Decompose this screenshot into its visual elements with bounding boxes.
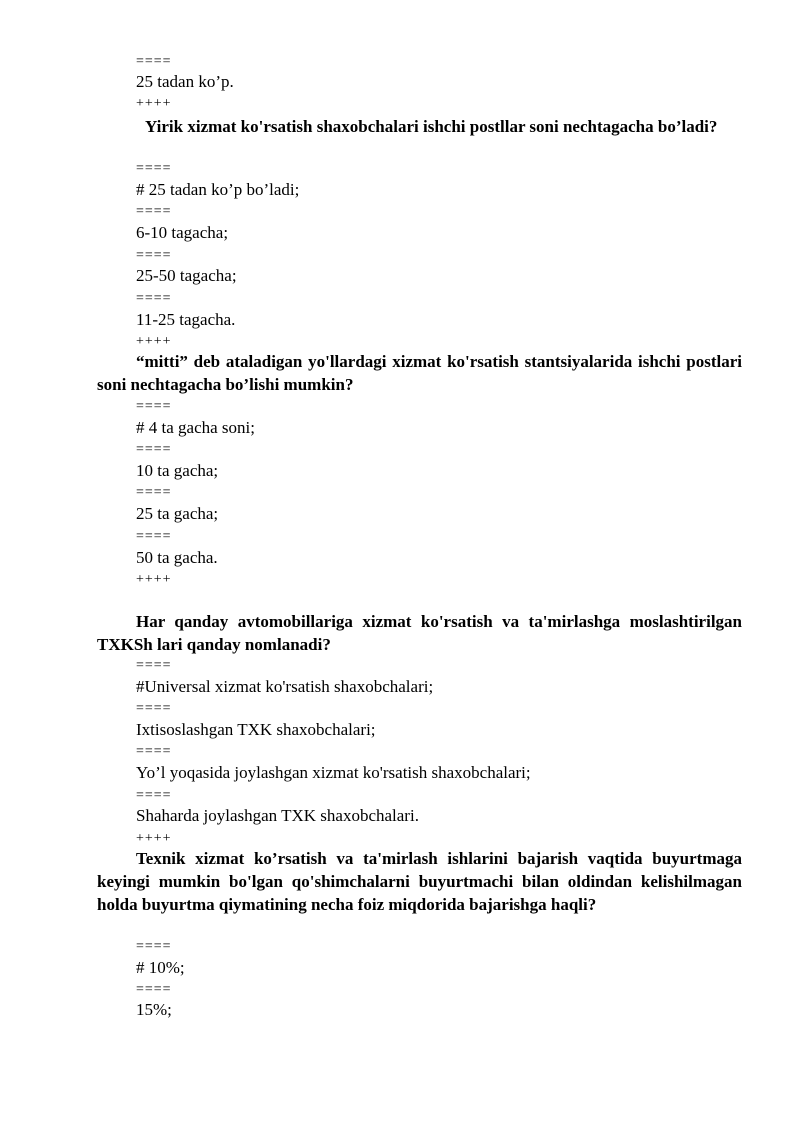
correct-answer-option: # 4 ta gacha soni; [136, 418, 255, 437]
correct-answer-option: # 25 tadan ko’p bo’ladi; [136, 180, 300, 199]
correct-answer-option: # 10%; [136, 958, 185, 977]
answer-separator: ==== [136, 291, 172, 306]
answer-option: 10 ta gacha; [136, 461, 219, 480]
answer-separator: ==== [136, 485, 172, 500]
answer-option: 6-10 tagacha; [136, 223, 229, 242]
answer-option: 25 tadan ko’p. [136, 72, 234, 91]
answer-separator: ==== [136, 399, 172, 414]
question-text: “mitti” deb ataladigan yo'llardagi xizmat ko'rsatish stantsiyalarida ishchi postlari soni nechtagacha bo’lishi mumkin? [97, 352, 742, 394]
answer-option: 25 ta gacha; [136, 504, 219, 523]
answer-option: 15%; [136, 1000, 172, 1019]
answer-separator: ==== [136, 54, 172, 69]
answer-option: Yo’l yoqasida joylashgan xizmat ko'rsatish shaxobchalari; [136, 763, 531, 782]
question-separator: ++++ [136, 831, 172, 846]
answer-separator: ==== [136, 442, 172, 457]
answer-option: 25-50 tagacha; [136, 266, 237, 285]
question-separator: ++++ [136, 96, 172, 111]
question-text: Texnik xizmat ko’rsatish va ta'mirlash ishlarini bajarish vaqtida buyurtmaga keyingi mumkin bo'lgan qo'shimchalarni buyurtmachi bilan oldindan kelishilmagan holda buyurtma qiymatining necha foiz miqdorida bajarishga haqli? [97, 849, 742, 914]
answer-separator: ==== [136, 204, 172, 219]
answer-separator: ==== [136, 982, 172, 997]
answer-separator: ==== [136, 939, 172, 954]
correct-answer-option: #Universal xizmat ko'rsatish shaxobchalari; [136, 677, 434, 696]
question-separator: ++++ [136, 334, 172, 349]
answer-option: 11-25 tagacha. [136, 310, 236, 329]
answer-separator: ==== [136, 529, 172, 544]
answer-separator: ==== [136, 248, 172, 263]
answer-separator: ==== [136, 788, 172, 803]
question-text: Har qanday avtomobillariga xizmat ko'rsatish va ta'mirlashga moslashtirilgan TXKSh lari qanday nomlanadi? [97, 612, 742, 654]
question-text: Yirik xizmat ko'rsatish shaxobchalari ishchi postllar soni nechtagacha bo’ladi? [145, 117, 718, 136]
question-separator: ++++ [136, 572, 172, 587]
answer-separator: ==== [136, 658, 172, 673]
answer-option: 50 ta gacha. [136, 548, 218, 567]
answer-separator: ==== [136, 701, 172, 716]
answer-separator: ==== [136, 161, 172, 176]
answer-option: Shaharda joylashgan TXK shaxobchalari. [136, 806, 419, 825]
answer-separator: ==== [136, 744, 172, 759]
answer-option: Ixtisoslashgan TXK shaxobchalari; [136, 720, 376, 739]
